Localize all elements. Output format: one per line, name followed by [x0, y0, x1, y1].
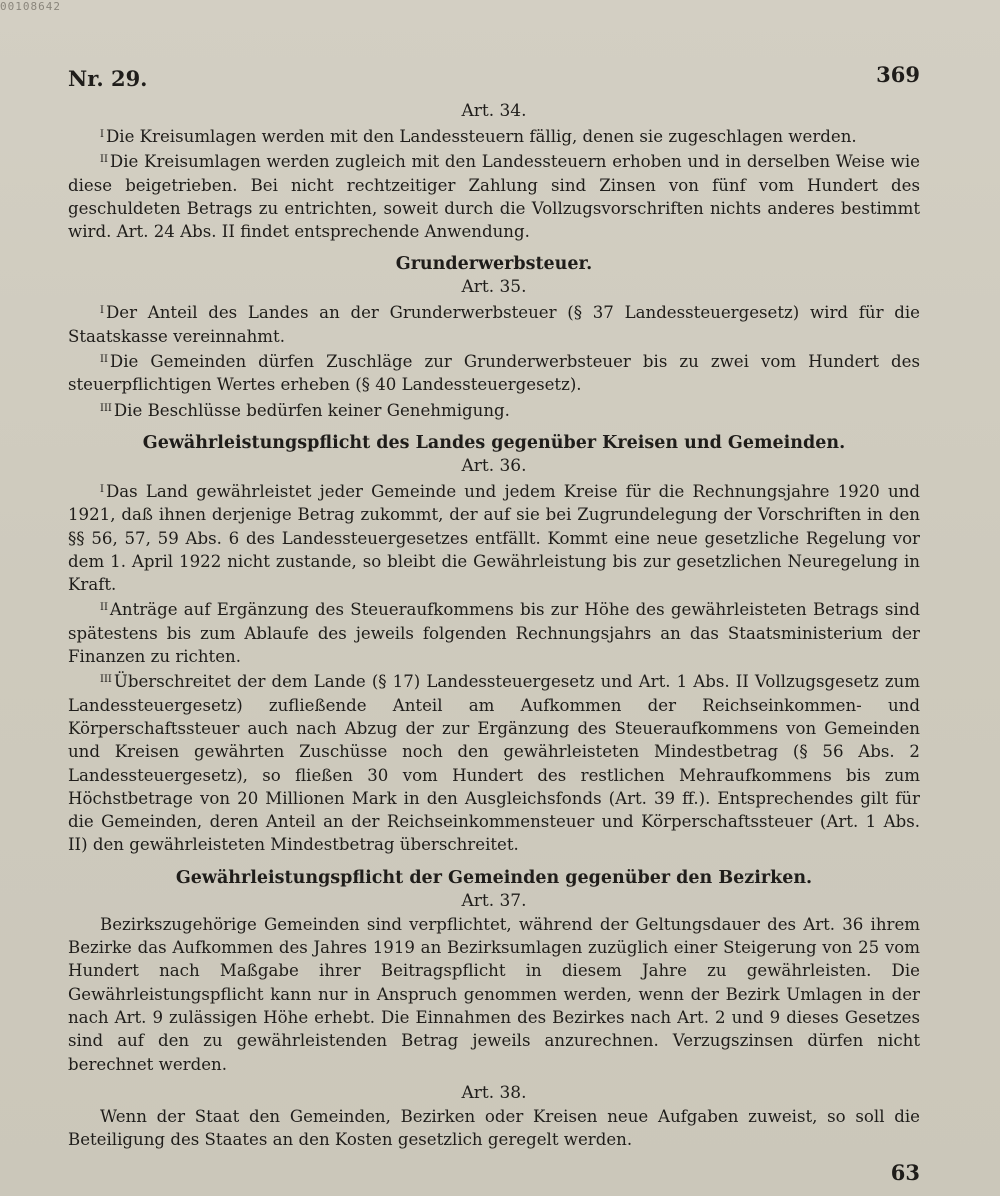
paragraph-number: III	[100, 402, 112, 414]
paragraph-number: II	[100, 602, 108, 614]
paragraph-text: Anträge auf Ergänzung des Steueraufkommens bis zur Höhe des gewährleisteten Betrags sind spätestens bis zum Ablaufe des jeweils folgenden Rechnungsjahrs an das Staatsministerium der Finanzen zu richten.	[68, 600, 920, 667]
paragraph-number: I	[100, 129, 104, 140]
paragraph	[68, 913, 920, 1076]
paragraph-text: Wenn der Staat den Gemeinden, Bezirken oder Kreisen neue Aufgaben zuweist, so soll die Beteiligung des Staates an den Kosten gesetzlich geregelt werden.	[68, 1106, 920, 1150]
paragraph	[68, 478, 920, 596]
paragraph	[68, 299, 920, 348]
paragraph-number: II	[100, 154, 108, 166]
paragraph-text: Die Gemeinden dürfen Zuschläge zur Grunderwerbsteuer bis zu zwei vom Hundert des steuerpflichtigen Wertes erheben (§ 40 Landessteuergesetz).	[68, 352, 920, 395]
paragraph-number: I	[100, 483, 104, 495]
paragraph	[68, 1105, 920, 1152]
page-body	[68, 100, 920, 1151]
archive-stamp: 00108642	[0, 0, 61, 13]
paragraph-text: Die Kreisumlagen werden mit den Landessteuern fällig, denen sie zugeschlagen werden.	[105, 127, 857, 146]
issue-number: Nr. 29.	[68, 66, 148, 91]
section-title: Grunderwerbsteuer.	[395, 254, 593, 275]
paragraph-number: III	[100, 674, 112, 686]
article-heading: Art. 37.	[461, 890, 527, 911]
article-heading: Art. 35.	[461, 277, 527, 298]
paragraph	[68, 123, 920, 148]
paragraph-text: Der Anteil des Landes an der Grunderwerbsteuer (§ 37 Landessteuergesetz) wird für die Staatskasse vereinnahmt.	[68, 303, 920, 346]
paragraph	[68, 668, 920, 856]
paragraph-number: I	[100, 305, 104, 317]
paragraph-text: Die Kreisumlagen werden zugleich mit den Landessteuern erhoben und in derselben Weise wie diese beigetrieben. Bei nicht rechtzeitiger Zahlung sind Zinsen von fünf vom Hundert des geschuldeten Betrags zu entrichten, soweit durch die Vollzugsvorschriften nichts anderes bestimmt wird. Art. 24 Abs. II findet entsprechende Anwendung.	[68, 152, 920, 242]
article-heading: Art. 36.	[461, 455, 527, 476]
article-heading: Art. 38.	[461, 1082, 527, 1103]
paragraph	[68, 397, 920, 422]
paragraph	[68, 596, 920, 668]
paragraph-text: Das Land gewährleistet jeder Gemeinde und jedem Kreise für die Rechnungsjahre 1920 und 1921, daß ihnen derjenige Betrag zukommt, der auf sie bei Zugrundelegung der Vorschriften in den §§ 56, 57, 59 Abs. 6 des Landessteuergesetzes entfällt. Kommt eine neue gesetzliche Regelung vor dem 1. April 1922 nicht zustande, so bleibt die Gewährleistung bis zur gesetzlichen Neuregelung in Kraft.	[68, 481, 920, 595]
paragraph-number: II	[100, 354, 108, 366]
paragraph	[68, 148, 920, 243]
section-title: Gewährleistungspflicht des Landes gegenüber Kreisen und Gemeinden.	[142, 432, 846, 453]
paragraph-text: Die Beschlüsse bedürfen keiner Genehmigung.	[113, 400, 510, 420]
article-heading: Art. 34.	[461, 101, 527, 121]
paragraph	[68, 348, 920, 397]
paragraph-text: Überschreitet der dem Lande (§ 17) Landessteuergesetz und Art. 1 Abs. II Vollzugsgesetz zum Landessteuergesetz) zufließende Anteil am Aufkommen der Reichseinkommen- und Körperschaftssteuer auch nach Abzug der zur Ergänzung des Steueraufkommens von Gemeinden und Kreisen gewährten Zuschüsse noch den gewährleisteten Mindestbetrag (§ 56 Abs. 2 Landessteuergesetz), so fließen 30 vom Hundert des restlichen Mehraufkommens bis zum Höchstbetrage von 20 Millionen Mark in den Ausgleichsfonds (Art. 39 ff.). Entsprechendes gilt für die Gemeinden, deren Anteil an der Reichseinkommensteuer und Körperschaftssteuer (Art. 1 Abs. II) den gewährleisteten Mindestbetrag überschreitet.	[68, 672, 920, 855]
page-number: 369	[876, 62, 920, 87]
section-title: Gewährleistungspflicht der Gemeinden gegenüber den Bezirken.	[175, 867, 813, 888]
paragraph-text: Bezirkszugehörige Gemeinden sind verpflichtet, während der Geltungsdauer des Art. 36 ihrem Bezirke das Aufkommen des Jahres 1919 an Bezirksumlagen zuzüglich einer Steigerung von 25 vom Hundert nach Maßgabe ihrer Beitragspflicht in diesem Jahre zu gewährleisten. Die Gewährleistungspflicht kann nur in Anspruch genommen werden, wenn der Bezirk Umlagen in der nach Art. 9 zulässigen Höhe erhebt. Die Einnahmen des Bezirkes nach Art. 2 und 9 dieses Gesetzes sind auf den zu gewährleistenden Betrag jeweils anzurechnen. Verzugszinsen dürfen nicht berechnet werden.	[68, 914, 920, 1074]
signature-mark: 63	[890, 1160, 920, 1185]
